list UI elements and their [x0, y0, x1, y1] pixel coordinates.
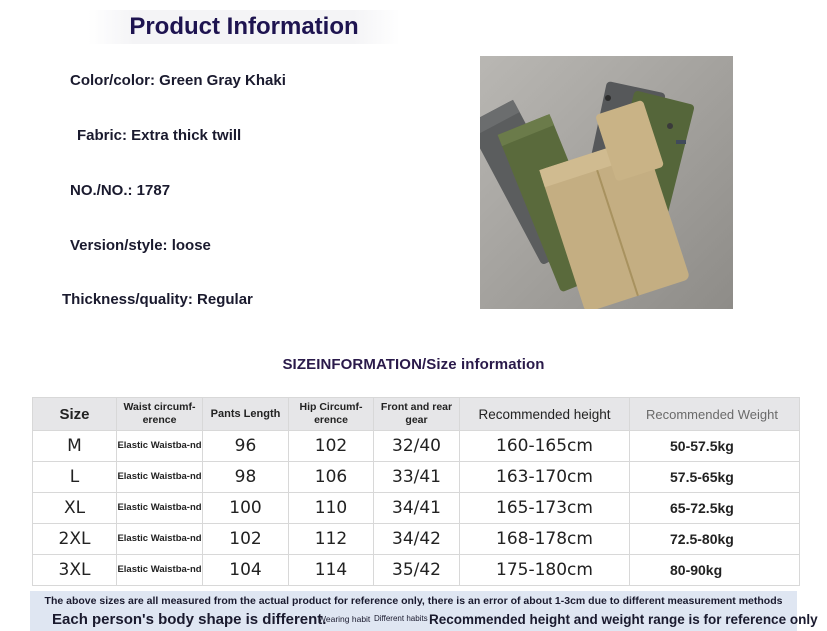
cell-weight: 57.5-65kg	[630, 462, 800, 493]
cell-length: 104	[203, 555, 289, 586]
product-photo	[480, 56, 733, 309]
cell-waist: Elastic Waistba-nd	[117, 555, 203, 586]
cell-length: 96	[203, 431, 289, 462]
body-shape-note: Each person's body shape is different.	[52, 611, 327, 628]
cell-hip: 112	[289, 524, 374, 555]
table-row	[33, 524, 800, 555]
cell-waist: Elastic Waistba-nd	[117, 462, 203, 493]
spec-fabric: Fabric: Extra thick twill	[77, 127, 242, 144]
header-length: Pants Length	[203, 398, 289, 431]
cell-size: M	[33, 431, 117, 462]
table-row	[33, 462, 800, 493]
cell-hip: 106	[289, 462, 374, 493]
cell-hip: 102	[289, 431, 374, 462]
spec-version: Version/style: loose	[70, 237, 211, 254]
spec-number: NO./NO.: 1787	[70, 182, 171, 199]
wearing-habit-note: Wearing habit	[318, 614, 371, 624]
spec-thickness: Thickness/quality: Regular	[62, 291, 253, 308]
cell-length: 100	[203, 493, 289, 524]
cell-length: 98	[203, 462, 289, 493]
cell-gear: 34/42	[374, 524, 460, 555]
size-table	[32, 397, 800, 586]
cell-hip: 110	[289, 493, 374, 524]
cell-gear: 32/40	[374, 431, 460, 462]
cell-size: XL	[33, 493, 117, 524]
header-hip: Hip Circumf-erence	[289, 398, 374, 431]
table-row	[33, 493, 800, 524]
cell-height: 165-173cm	[460, 493, 630, 524]
cell-waist: Elastic Waistba-nd	[117, 493, 203, 524]
table-row	[33, 555, 800, 586]
recommended-note: Recommended height and weight range is for reference only	[429, 612, 818, 627]
size-section-title: SIZEINFORMATION/Size information	[282, 356, 545, 373]
cell-weight: 50-57.5kg	[630, 431, 800, 462]
cell-size: L	[33, 462, 117, 493]
header-gear: Front and rear gear	[374, 398, 460, 431]
header-size: Size	[33, 398, 117, 431]
cell-length: 102	[203, 524, 289, 555]
measurement-note: The above sizes are all measured from the actual product for reference only, there is an error of about 1-3cm due to different measurement methods	[44, 595, 783, 607]
different-habits-note: Different habits	[374, 614, 428, 623]
header-weight: Recommended Weight	[630, 398, 800, 431]
cell-weight: 80-90kg	[630, 555, 800, 586]
size-table-header	[33, 398, 800, 431]
spec-color: Color/color: Green Gray Khaki	[70, 72, 286, 89]
cell-waist: Elastic Waistba-nd	[117, 524, 203, 555]
page-title: Product Information	[88, 10, 400, 44]
cell-gear: 35/42	[374, 555, 460, 586]
cell-height: 175-180cm	[460, 555, 630, 586]
cell-weight: 72.5-80kg	[630, 524, 800, 555]
cell-height: 163-170cm	[460, 462, 630, 493]
header-waist: Waist circumf-erence	[117, 398, 203, 431]
cell-waist: Elastic Waistba-nd	[117, 431, 203, 462]
header-height: Recommended height	[460, 398, 630, 431]
cell-size: 2XL	[33, 524, 117, 555]
cell-height: 160-165cm	[460, 431, 630, 462]
table-row	[33, 431, 800, 462]
folded-pants-illustration	[480, 56, 733, 309]
cell-weight: 65-72.5kg	[630, 493, 800, 524]
cell-size: 3XL	[33, 555, 117, 586]
cell-gear: 33/41	[374, 462, 460, 493]
cell-hip: 114	[289, 555, 374, 586]
cell-height: 168-178cm	[460, 524, 630, 555]
cell-gear: 34/41	[374, 493, 460, 524]
